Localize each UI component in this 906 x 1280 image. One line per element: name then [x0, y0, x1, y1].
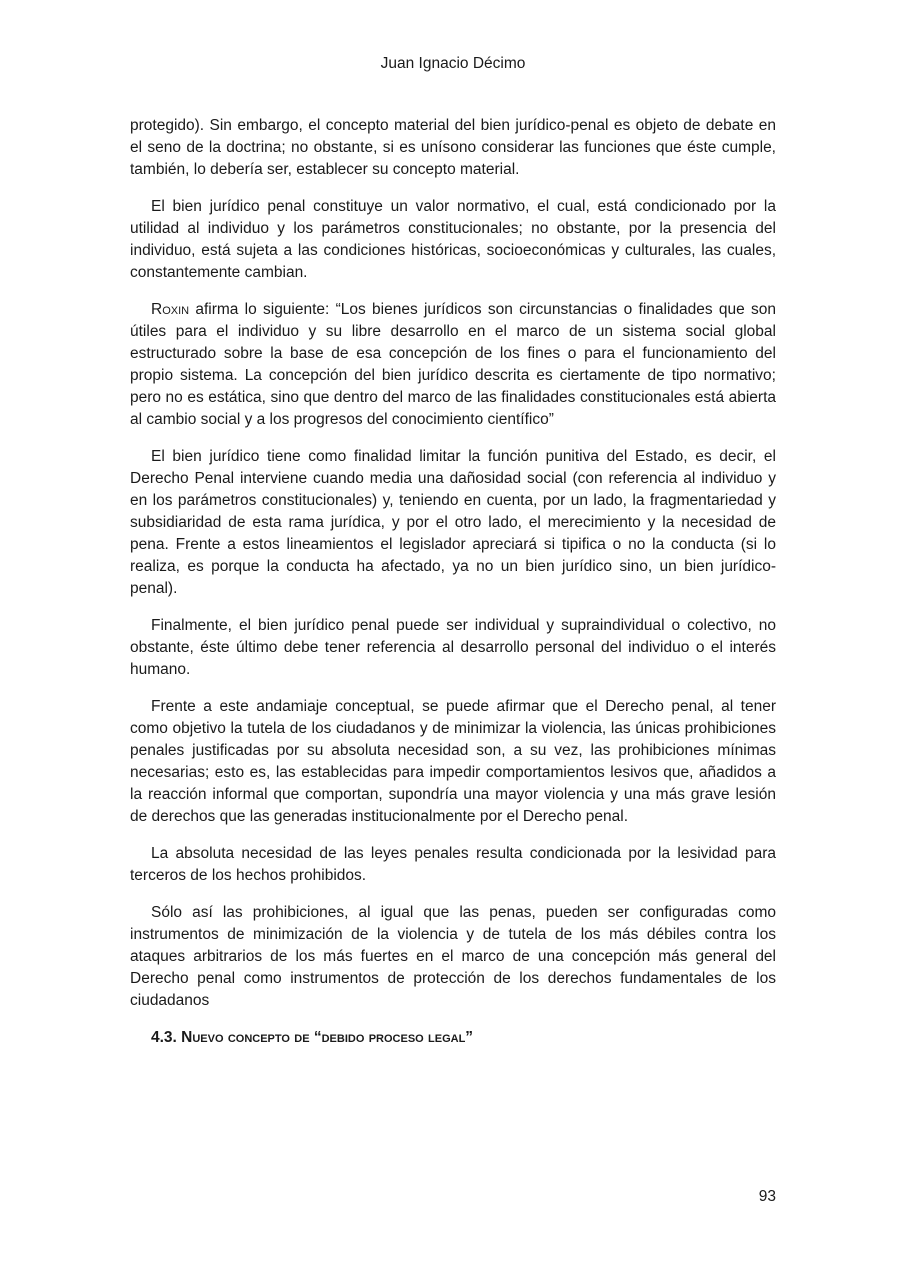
- paragraph-5: Finalmente, el bien jurídico penal puede ser individual y supraindividual o colectivo, no obstante, éste último debe tener referencia al desarrollo personal del individuo o el interés humano.: [130, 617, 776, 678]
- page-body: [130, 115, 776, 1049]
- paragraph-3-text: afirma lo siguiente: “Los bienes jurídicos son circunstancias o finalidades que son útiles para el individuo y su libre desarrollo en el marco de un sistema social global estructurado sobre la base de esa concepción de los fines o para el funcionamiento del propio sistema. La concepción del bien jurídico descrita es ciertamente de tipo normativo; pero no es estática, sino que dentro del marco de las finalidades constitucionales está abierta al cambio social y a los progresos del conocimiento científico”: [130, 301, 776, 428]
- paragraph-3: [130, 299, 776, 431]
- paragraph-8: Sólo así las prohibiciones, al igual que las penas, pueden ser configuradas como instrumentos de minimización de la violencia y de tutela de los más débiles contra los ataques arbitrarios de los más fuertes en el marco de una concepción más general del Derecho penal como instrumentos de protección de los derechos fundamentales de los ciudadanos: [130, 904, 776, 1009]
- page-number: 93: [758, 1188, 776, 1205]
- running-header: Juan Ignacio Décimo: [380, 55, 526, 72]
- paragraph-2: El bien jurídico penal constituye un valor normativo, el cual, está condicionado por la utilidad al individuo y los parámetros constitucionales; no obstante, por la presencia del individuo, está sujeta a las condiciones históricas, socioeconómicas y culturales, las cuales, constantemente cambian.: [130, 198, 776, 281]
- paragraph-4: El bien jurídico tiene como finalidad limitar la función punitiva del Estado, es decir, el Derecho Penal interviene cuando media una dañosidad social (con referencia al individuo y en los parámetros constitucionales) y, teniendo en cuenta, por un lado, la fragmentariedad y subsidiaridad de esta rama jurídica, y por el otro lado, el merecimiento y la necesidad de pena. Frente a estos lineamientos el legislador apreciará si tipifica o no la conducta (si lo realiza, es porque la conducta ha afectado, ya no un bien jurídico sino, un bien jurídico-penal).: [130, 448, 776, 597]
- author-name-roxin: Roxin: [151, 301, 190, 318]
- section-heading: 4.3. Nuevo concepto de “debido proceso legal”: [151, 1029, 474, 1046]
- paragraph-7: La absoluta necesidad de las leyes penales resulta condicionada por la lesividad para terceros de los hechos prohibidos.: [130, 845, 776, 884]
- paragraph-6: Frente a este andamiaje conceptual, se puede afirmar que el Derecho penal, al tener como objetivo la tutela de los ciudadanos y de minimizar la violencia, las únicas prohibiciones penales justificadas por su absoluta necesidad son, a su vez, las prohibiciones mínimas necesarias; esto es, las establecidas para impedir comportamientos lesivos que, añadidos a la reacción informal que comportan, supondría una mayor violencia y una más grave lesión de derechos que las generadas institucionalmente por el Derecho penal.: [130, 698, 776, 825]
- paragraph-1: protegido). Sin embargo, el concepto material del bien jurídico-penal es objeto de debate en el seno de la doctrina; no obstante, si es unísono considerar las funciones que éste cumple, también, lo debería ser, establecer su concepto material.: [130, 117, 776, 178]
